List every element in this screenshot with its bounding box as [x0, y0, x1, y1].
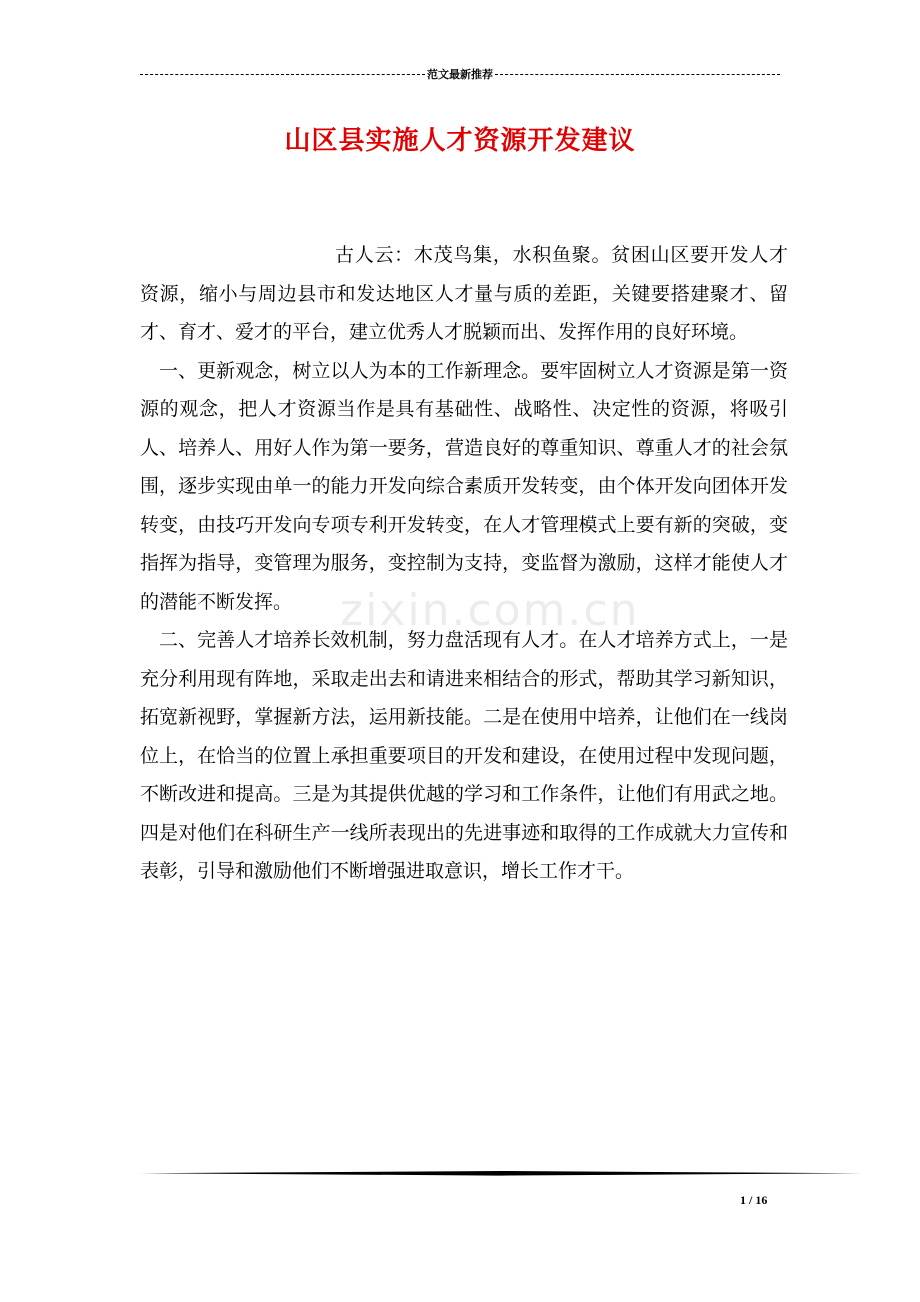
document-title: 山区县实施人才资源开发建议 — [284, 126, 636, 156]
document-body — [140, 236, 788, 891]
paragraph-section-2: 二、完善人才培养长效机制，努力盘活现有人才。在人才培养方式上，一是充分利用现有阵地，采取走出去和请进来相结合的形式，帮助其学习新知识，拓宽新视野，掌握新方法，运用新技能。二是在使用中培养，让他们在一线岗位上，在恰当的位置上承担重要项目的开发和建设，在使用过程中发现问题，不断改进和提高。三是为其提供优越的学习和工作条件，让他们有用武之地。四是对他们在科研生产一线所表现出的先进事迹和取得的工作成就大力宣传和表彰，引导和激励他们不断增强进取意识，增长工作才干。 — [140, 629, 788, 882]
header-dash-right — [495, 74, 780, 75]
paragraph-intro: 古人云：木茂鸟集，水积鱼聚。贫困山区要开发人才资源，缩小与周边县市和发达地区人才量与质的差距，关键要搭建聚才、留才、育才、爱才的平台，建立优秀人才脱颖而出、发挥作用的良好环境。 — [140, 244, 788, 343]
header-label: 范文最新推荐 — [427, 68, 493, 81]
watermark: zixin.com.cn — [340, 585, 640, 636]
header-dash-left — [140, 74, 425, 75]
paragraph-section-1: 一、更新观念，树立以人为本的工作新理念。要牢固树立人才资源是第一资源的观念，把人才资源当作是具有基础性、战略性、决定性的资源，将吸引人、培养人、用好人作为第一要务，营造良好的尊重知识、尊重人才的社会氛围，逐步实现由单一的能力开发向综合素质开发转变，由个体开发向团体开发转变，由技巧开发向专项专利开发转变，在人才管理模式上要有新的突破，变指挥为指导，变管理为服务，变控制为支持，变监督为激励，这样才能使人才的潜能不断发挥。 — [140, 359, 788, 613]
page-header — [140, 66, 780, 82]
page-number: 1 / 16 — [740, 1193, 768, 1207]
